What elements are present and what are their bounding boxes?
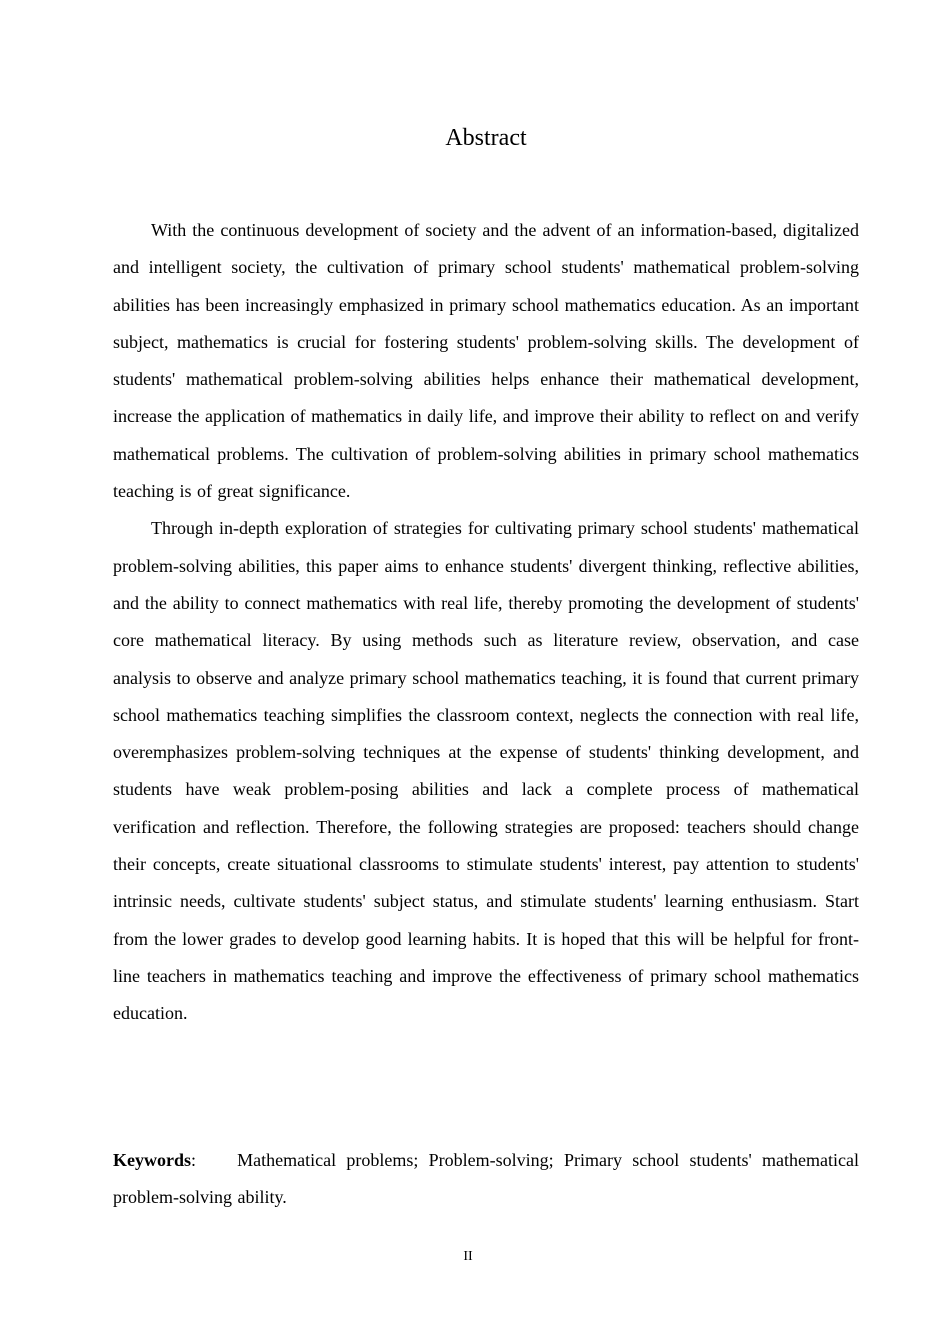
keywords-separator: :	[191, 1150, 197, 1170]
keywords-label: Keywords	[113, 1150, 191, 1170]
abstract-body	[113, 212, 859, 1033]
keywords-line	[113, 1142, 859, 1216]
abstract-paragraph-2: Through in-depth exploration of strategies for cultivating primary school students' mathematical problem-solving abilities, this paper aims to enhance students' divergent thinking, reflective abilities, and the ability to connect mathematics with real life, thereby promoting the development of students' core mathematical literacy. By using methods such as literature review, observation, and case analysis to observe and analyze primary school mathematics teaching, it is found that current primary school mathematics teaching simplifies the classroom context, neglects the connection with real life, overemphasizes problem-solving techniques at the expense of students' thinking development, and students have weak problem-posing abilities and lack a complete process of mathematical verification and reflection. Therefore, the following strategies are proposed: teachers should change their concepts, create situational classrooms to stimulate students' interest, pay attention to students' intrinsic needs, cultivate students' subject status, and stimulate students' learning enthusiasm. Start from the lower grades to develop good learning habits. It is hoped that this will be helpful for front-line teachers in mathematics teaching and improve the effectiveness of primary school mathematics education.	[113, 518, 859, 1024]
keywords-text: Mathematical problems; Problem-solving; Primary school students' mathematical problem-solving ability.	[113, 1150, 859, 1207]
abstract-title: Abstract	[445, 125, 527, 151]
page-number: II	[463, 1249, 473, 1264]
abstract-paragraph-1: With the continuous development of society and the advent of an information-based, digitalized and intelligent society, the cultivation of primary school students' mathematical problem-solving abilities has been increasingly emphasized in primary school mathematics education. As an important subject, mathematics is crucial for fostering students' problem-solving skills. The development of students' mathematical problem-solving abilities helps enhance their mathematical development, increase the application of mathematics in daily life, and improve their ability to reflect on and verify mathematical problems. The cultivation of problem-solving abilities in primary school mathematics teaching is of great significance.	[113, 220, 859, 502]
